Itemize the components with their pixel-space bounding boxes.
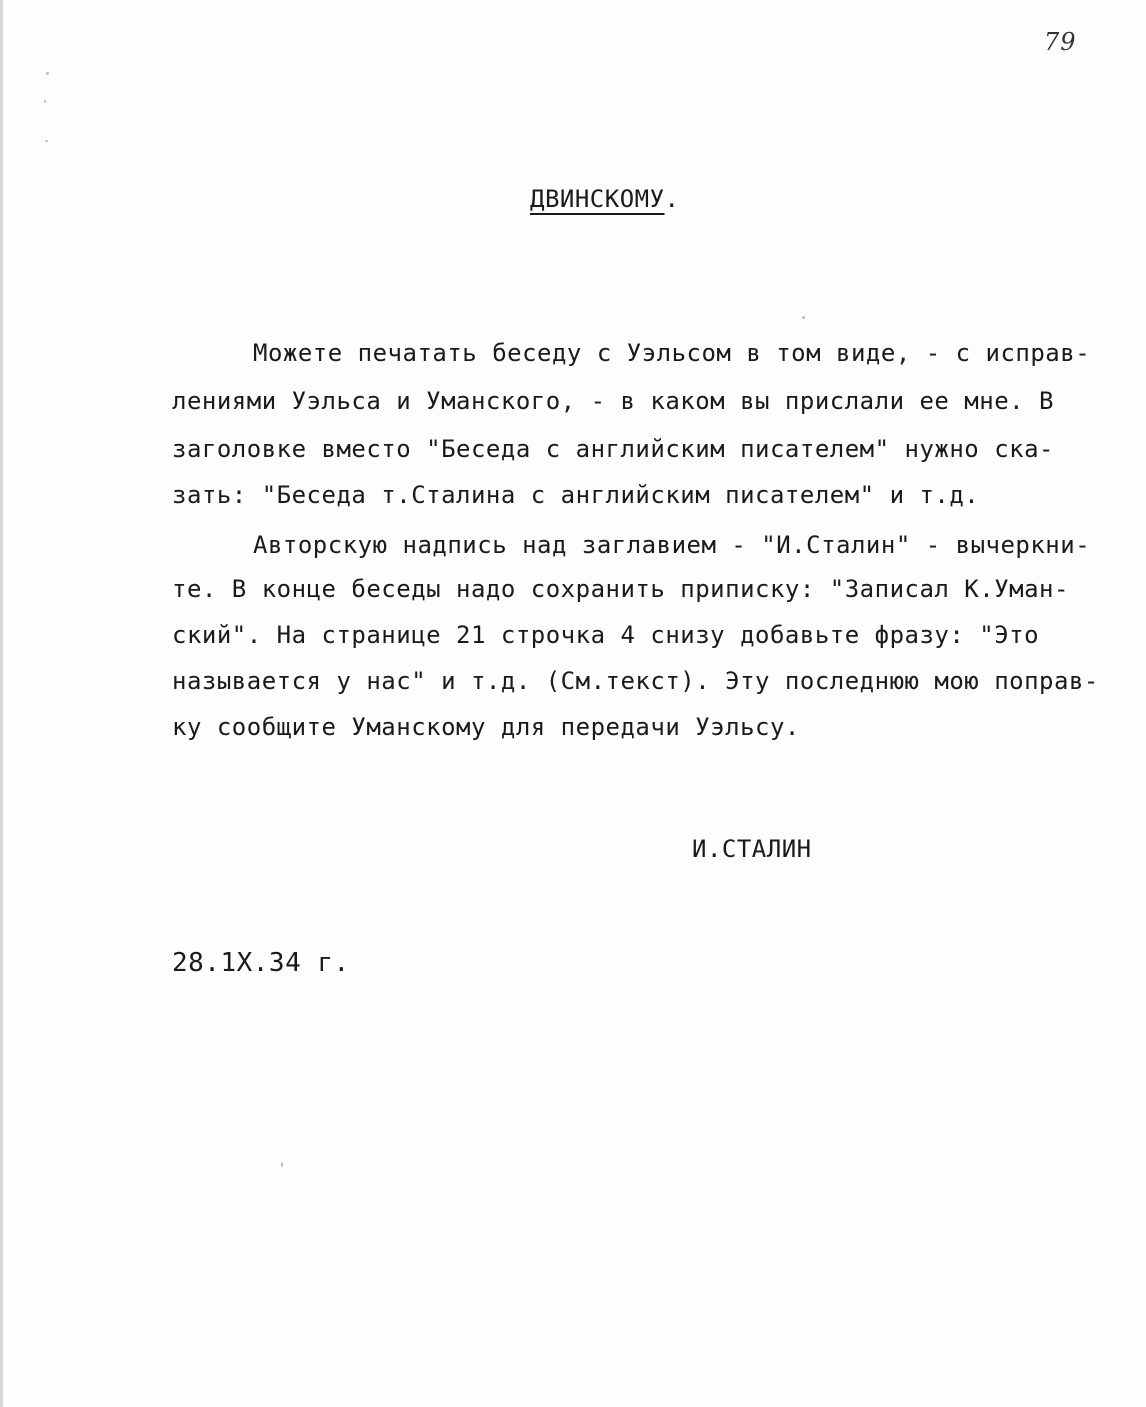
- body-line-9: ку сообщите Уманскому для передачи Уэльсу.: [172, 713, 800, 741]
- scan-speck: [45, 140, 48, 142]
- title-text: ДВИНСКОМУ: [530, 185, 665, 213]
- scan-speck: [281, 1162, 283, 1167]
- document-title: [530, 185, 680, 213]
- scan-speck: [802, 316, 805, 319]
- body-line-4: зать: "Беседа т.Сталина с английским писателем" и т.д.: [172, 481, 980, 509]
- body-line-3: заголовке вместо "Беседа с английским писателем" нужно ска-: [172, 435, 1055, 463]
- body-line-1: Можете печатать беседу с Уэльсом в том виде, - с исправ-: [253, 339, 1091, 367]
- signature: И.СТАЛИН: [692, 835, 812, 863]
- handwritten-page-number: 79: [1044, 28, 1077, 56]
- document-date: 28.1Х.34 г.: [172, 948, 350, 978]
- body-line-6: те. В конце беседы надо сохранить приписку: "Записал К.Уман-: [172, 575, 1069, 603]
- body-line-2: лениями Уэльса и Уманского, - в каком вы прислали ее мне. В: [172, 387, 1055, 415]
- scan-speck: [46, 72, 49, 75]
- body-line-7: ский". На странице 21 строчка 4 снизу добавьте фразу: "Это: [172, 621, 1040, 649]
- title-period: .: [664, 185, 680, 213]
- scan-edge: [0, 0, 3, 1407]
- scan-speck: [44, 100, 46, 103]
- body-line-8: называется у нас" и т.д. (См.текст). Эту последнюю мою поправ-: [172, 667, 1099, 695]
- body-line-5: Авторскую надпись над заглавием - "И.Сталин" - вычеркни-: [253, 531, 1091, 559]
